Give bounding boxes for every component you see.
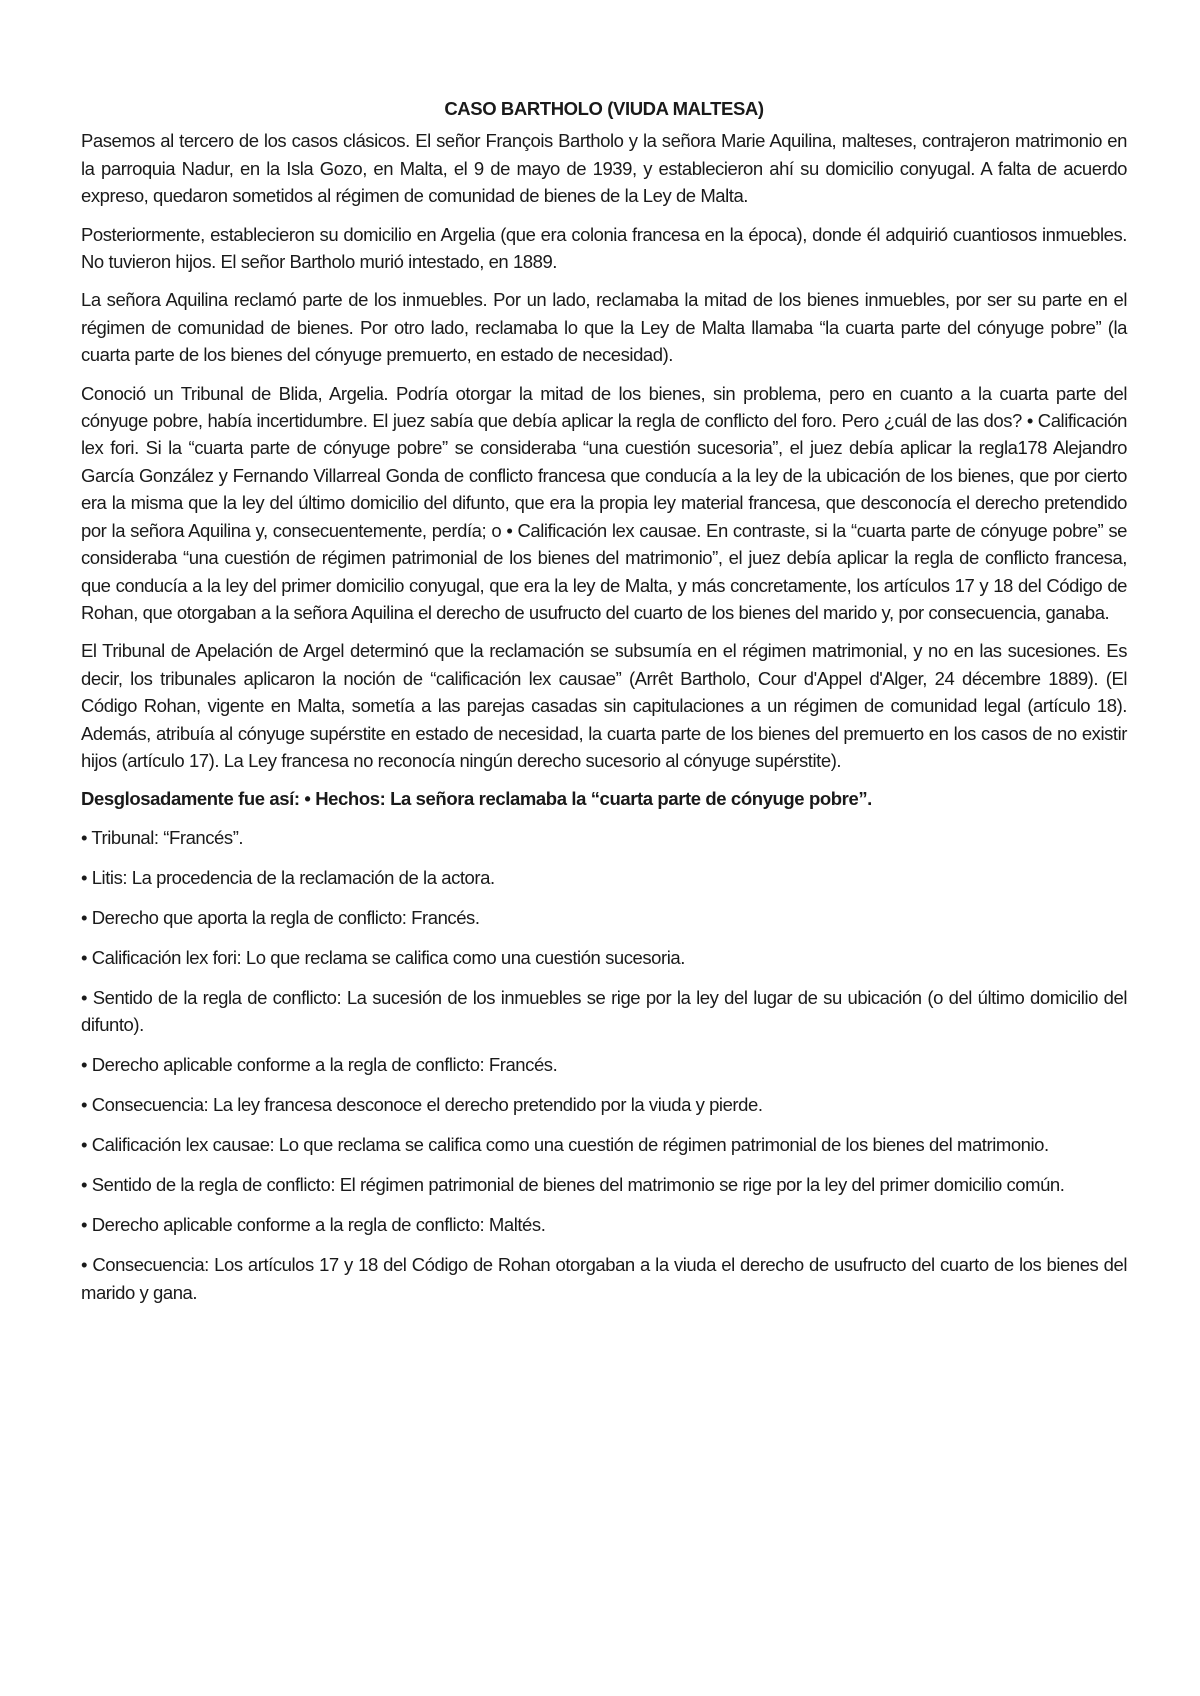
list-item: • Derecho aplicable conforme a la regla de conflicto: Francés. (81, 1054, 558, 1076)
list-item: • Calificación lex causae: Lo que reclama se califica como una cuestión de régimen patrimonial de los bienes del matrimonio. (81, 1134, 1049, 1156)
paragraph-intro: Pasemos al tercero de los casos clásicos. El señor François Bartholo y la señora Marie Aquilina, malteses, contrajeron matrimonio en la parroquia Nadur, en la Isla Gozo, en Malta, el 9 de mayo de 1939, y establecieron ahí su domicilio conyugal. A falta de acuerdo expreso, quedaron sometidos al régimen de comunidad de bienes de la Ley de Malta. (81, 130, 1127, 207)
list-item: • Sentido de la regla de conflicto: El régimen patrimonial de bienes del matrimonio se rige por la ley del primer domicilio común. (81, 1174, 1065, 1196)
list-item: • Litis: La procedencia de la reclamación de la actora. (81, 866, 495, 888)
list-item: • Derecho que aporta la regla de conflicto: Francés. (81, 906, 480, 928)
list-item: • Derecho aplicable conforme a la regla de conflicto: Maltés. (81, 1214, 546, 1236)
summary-list (81, 824, 1127, 1306)
summary-heading: Desglosadamente fue así: • Hechos: La señora reclamaba la “cuarta parte de cónyuge pobre”. (81, 788, 872, 810)
paragraph-reclamacion: La señora Aquilina reclamó parte de los inmuebles. Por un lado, reclamaba la mitad de los bienes inmuebles, por ser su parte en el régimen de comunidad de bienes. Por otro lado, reclamaba lo que la Ley de Malta llamaba “la cuarta parte del cónyuge pobre” (la cuarta parte de los bienes del cónyuge premuerto, en estado de necesidad). (81, 289, 1127, 366)
paragraph-tribunal-blida: Conoció un Tribunal de Blida, Argelia. Podría otorgar la mitad de los bienes, sin problema, pero en cuanto a la cuarta parte del cónyuge pobre, había incertidumbre. El juez sabía que debía aplicar la regla de conflicto del foro. Pero ¿cuál de las dos? • Calificación lex fori. Si la “cuarta parte de cónyuge pobre” se consideraba “una cuestión sucesoria”, el juez debía aplicar la regla178 Alejandro García González y Fernando Villarreal Gonda de conflicto francesa que conducía a la ley de la ubicación de los bienes, que por cierto era la misma que la ley del último domicilio del difunto, que era la propia ley material francesa, que desconocía el derecho pretendido por la señora Aquilina y, consecuentemente, perdía; o • Calificación lex causae. En contraste, si la “cuarta parte de cónyuge pobre” se consideraba “una cuestión de régimen patrimonial de los bienes del matrimonio”, el juez debía aplicar la regla de conflicto francesa, que conducía a la ley del primer domicilio conyugal, que era la ley de Malta, y más concretamente, los artículos 17 y 18 del Código de Rohan, que otorgaban a la señora Aquilina el derecho de usufructo del cuarto de los bienes del marido y, por consecuencia, ganaba. (81, 382, 1127, 623)
document-body (81, 95, 1127, 1319)
list-item: • Sentido de la regla de conflicto: La sucesión de los inmuebles se rige por la ley del lugar de su ubicación (o del último domicilio del difunto). (81, 986, 1127, 1036)
paragraph-apelacion-argel: El Tribunal de Apelación de Argel determinó que la reclamación se subsumía en el régimen matrimonial, y no en las sucesiones. Es decir, los tribunales aplicaron la noción de “calificación lex causae” (Arrêt Bartholo, Cour d'Appel d'Alger, 24 décembre 1889). (El Código Rohan, vigente en Malta, sometía a las parejas casadas sin capitulaciones a un régimen de comunidad legal (artículo 18). Además, atribuía al cónyuge supérstite en estado de necesidad, la cuarta parte de los bienes del premuerto en los casos de no existir hijos (artículo 17). La Ley francesa no reconocía ningún derecho sucesorio al cónyuge supérstite). (81, 640, 1127, 771)
paragraph-argelia: Posteriormente, establecieron su domicilio en Argelia (que era colonia francesa en la época), donde él adquirió cuantiosos inmuebles. No tuvieron hijos. El señor Bartholo murió intestado, en 1889. (81, 223, 1127, 273)
list-item: • Calificación lex fori: Lo que reclama se califica como una cuestión sucesoria. (81, 946, 685, 968)
list-item: • Tribunal: “Francés”. (81, 826, 244, 848)
list-item: • Consecuencia: La ley francesa desconoce el derecho pretendido por la viuda y pierde. (81, 1094, 763, 1116)
list-item: • Consecuencia: Los artículos 17 y 18 del Código de Rohan otorgaban a la viuda el derecho de usufructo del cuarto de los bienes del marido y gana. (81, 1254, 1127, 1303)
document-title: CASO BARTHOLO (VIUDA MALTESA) (444, 98, 764, 119)
